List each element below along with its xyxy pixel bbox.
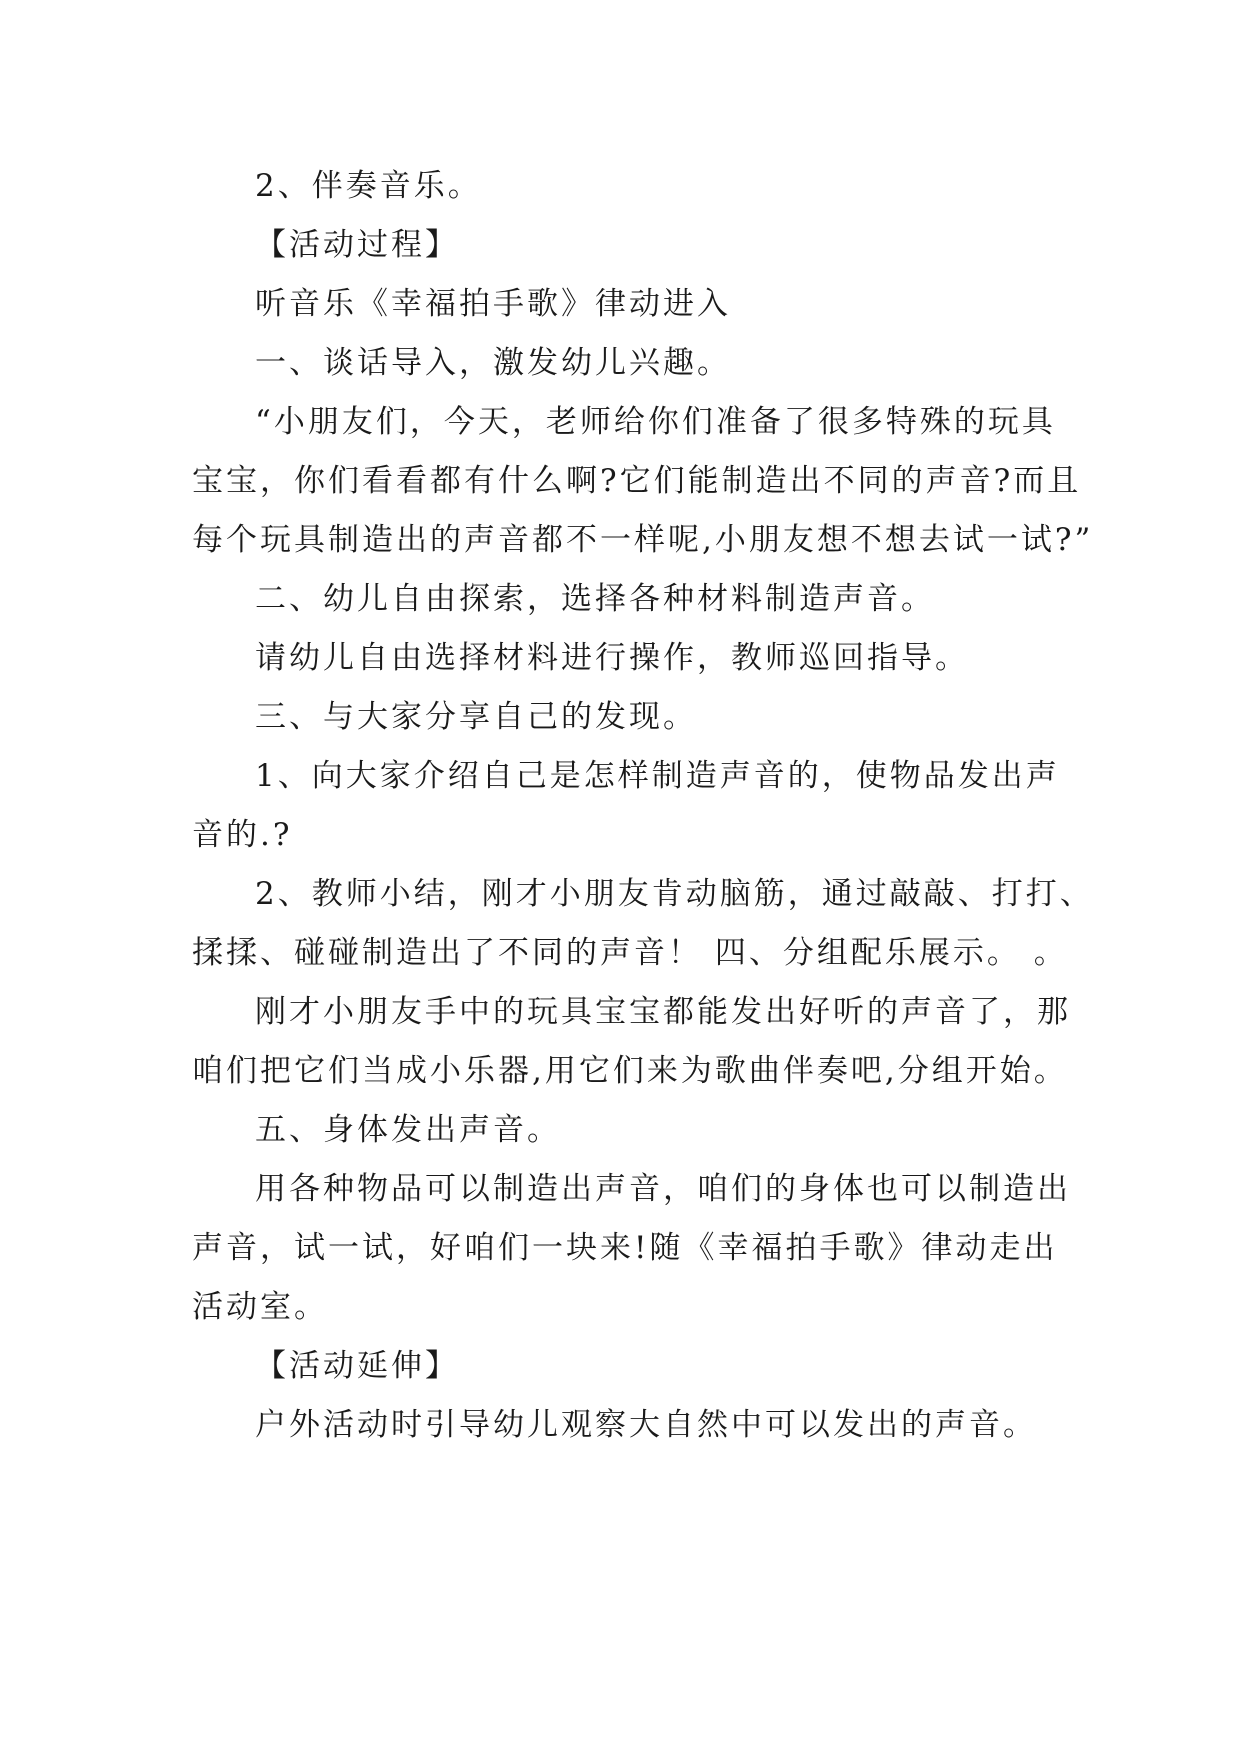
paragraph-line: 1、向大家介绍自己是怎样制造声音的，使物品发出声 <box>255 758 1060 794</box>
paragraph-line: 户外活动时引导幼儿观察大自然中可以发出的声音。 <box>255 1407 1037 1443</box>
section-heading-activity-process: 【活动过程】 <box>255 227 459 263</box>
step-heading-3: 三、与大家分享自己的发现。 <box>255 699 697 735</box>
paragraph-line: 活动室。 <box>192 1289 328 1325</box>
text-line-music-entry: 听音乐《幸福拍手歌》律动进入 <box>255 286 731 322</box>
text-line-item-2: 2、伴奏音乐。 <box>255 168 482 204</box>
paragraph-line: 刚才小朋友手中的玩具宝宝都能发出好听的声音了，那 <box>255 994 1071 1030</box>
step-heading-5: 五、身体发出声音。 <box>255 1112 561 1148</box>
paragraph-line: 用各种物品可以制造出声音，咱们的身体也可以制造出 <box>255 1171 1071 1207</box>
step-heading-2: 二、幼儿自由探索，选择各种材料制造声音。 <box>255 581 935 617</box>
paragraph-line: 每个玩具制造出的声音都不一样呢,小朋友想不想去试一试?” <box>192 522 1094 558</box>
paragraph-line: 宝宝，你们看看都有什么啊?它们能制造出不同的声音?而且 <box>192 463 1082 499</box>
step-heading-1: 一、谈话导入，激发幼儿兴趣。 <box>255 345 731 381</box>
paragraph-line: 咱们把它们当成小乐器,用它们来为歌曲伴奏吧,分组开始。 <box>192 1053 1068 1089</box>
paragraph-line: “小朋友们，今天，老师给你们准备了很多特殊的玩具 <box>255 404 1056 440</box>
paragraph-line: 揉揉、碰碰制造出了不同的声音！ 四、分组配乐展示。 。 <box>192 935 1068 971</box>
paragraph-line: 声音，试一试，好咱们一块来!随《幸福拍手歌》律动走出 <box>192 1230 1058 1266</box>
paragraph-line: 请幼儿自由选择材料进行操作，教师巡回指导。 <box>255 640 969 676</box>
section-heading-activity-extension: 【活动延伸】 <box>255 1348 459 1384</box>
paragraph-line: 音的.? <box>192 817 293 853</box>
paragraph-line: 2、教师小结，刚才小朋友肯动脑筋，通过敲敲、打打、 <box>255 876 1094 912</box>
